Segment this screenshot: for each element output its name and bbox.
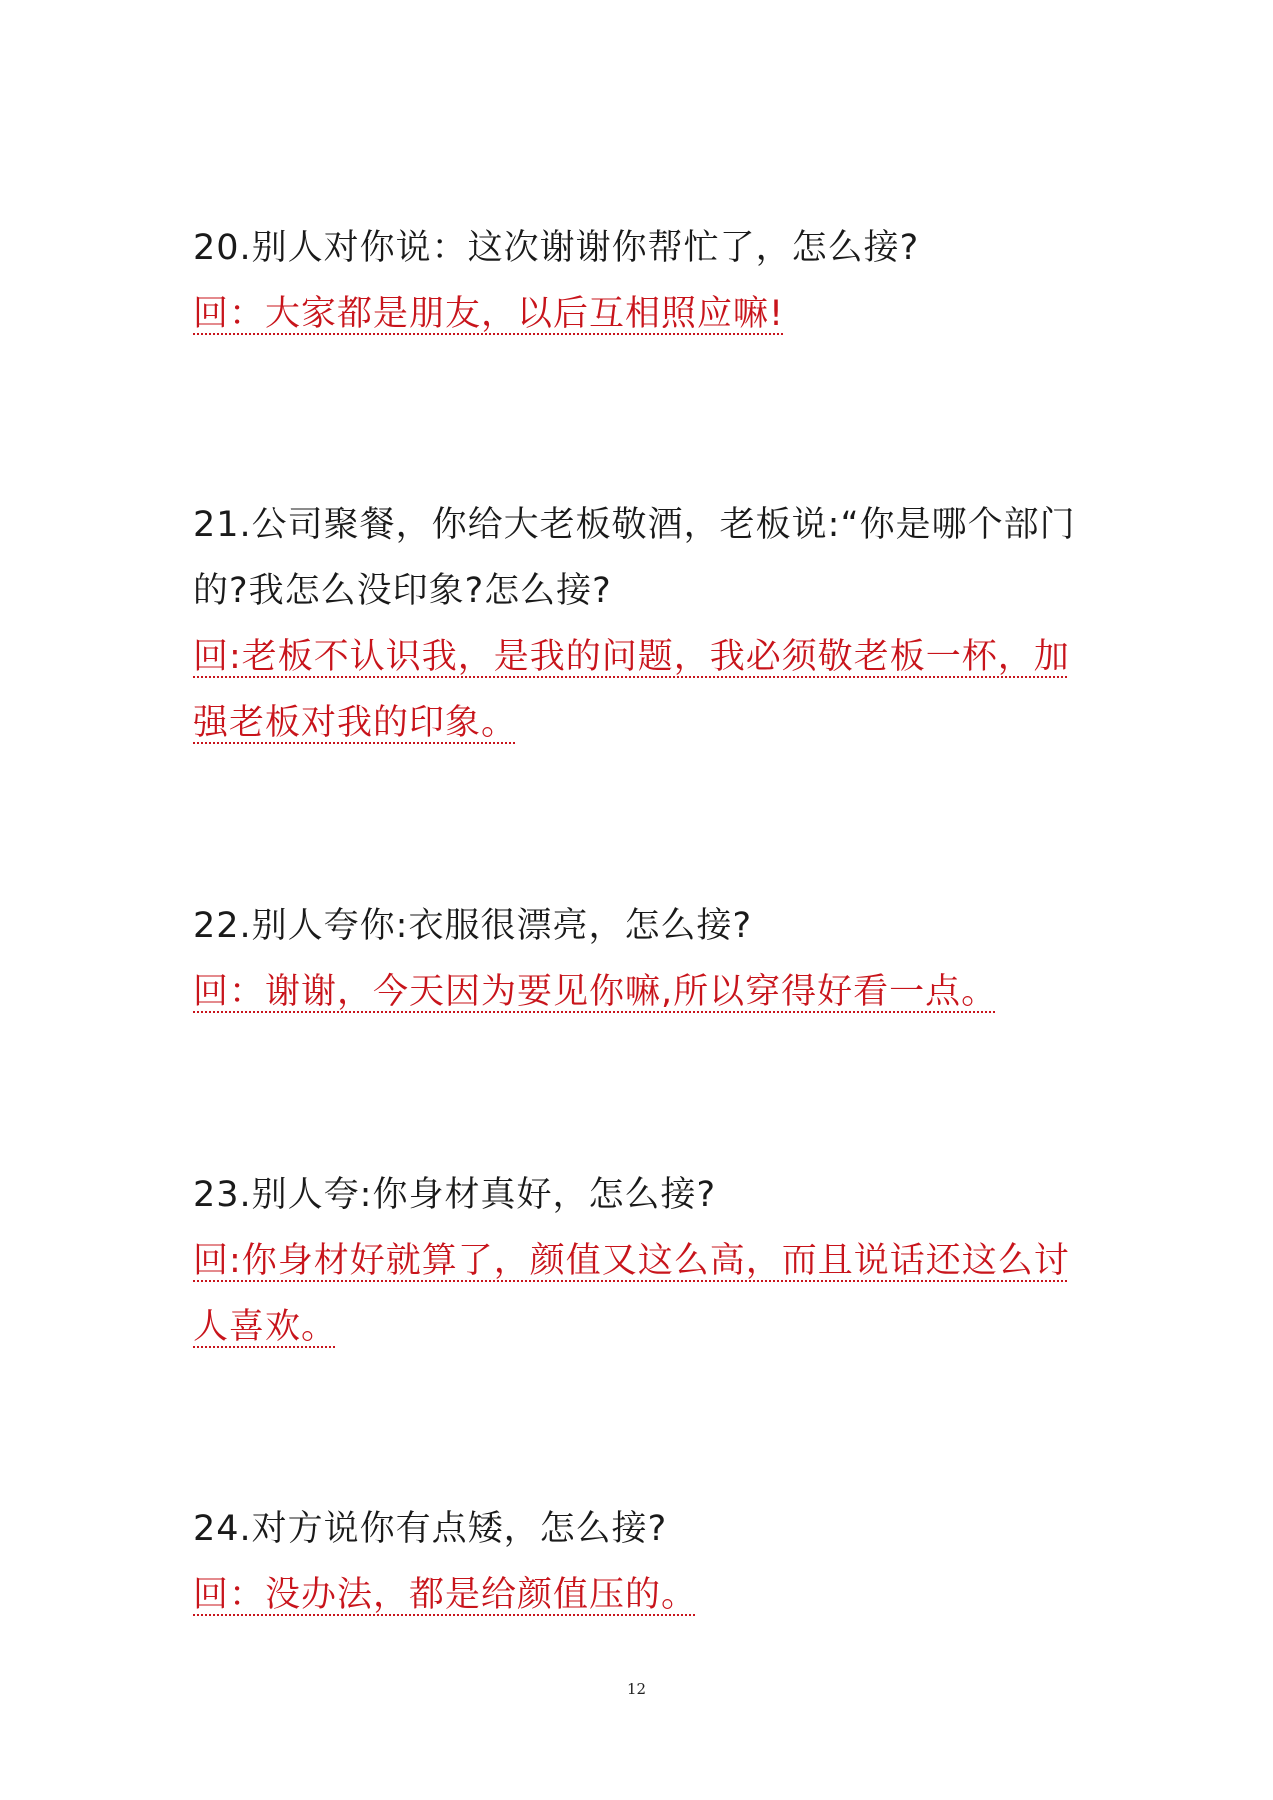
- answer-text: [193, 1562, 1093, 1628]
- answer-text: [193, 959, 1093, 1025]
- qa-item-23: [193, 1162, 1093, 1360]
- answer-label: 回：谢谢，今天因为要见你嘛,所以穿得好看一点。: [193, 972, 998, 1012]
- question-text: 24.对方说你有点矮，怎么接?: [193, 1509, 668, 1549]
- page-number: 12: [626, 1680, 647, 1698]
- answer-text: [193, 281, 1093, 347]
- qa-item-21: [193, 492, 1093, 756]
- answer-label: 回：没办法，都是给颜值压的。: [193, 1575, 698, 1615]
- answer-text: [193, 1228, 1093, 1360]
- question-text: 20.别人对你说：这次谢谢你帮忙了，怎么接?: [193, 228, 920, 268]
- question-text: 22.别人夸你:衣服很漂亮，怎么接?: [193, 906, 753, 946]
- qa-item-22: [193, 893, 1093, 1025]
- answer-text: [193, 624, 1093, 756]
- qa-item-20: [193, 215, 1093, 347]
- answer-label: 回:你身材好就算了，颜值又这么高，而且说话还这么讨人喜欢。: [193, 1241, 1070, 1347]
- answer-label: 回：大家都是朋友，以后互相照应嘛!: [193, 294, 785, 334]
- question-text: 21.公司聚餐，你给大老板敬酒，老板说:“你是哪个部门的?我怎么没印象?怎么接?: [193, 505, 1076, 611]
- qa-item-24: [193, 1496, 1093, 1628]
- question-text: 23.别人夸:你身材真好，怎么接?: [193, 1175, 717, 1215]
- answer-label: 回:老板不认识我，是我的问题，我必须敬老板一杯，加强老板对我的印象。: [193, 637, 1070, 743]
